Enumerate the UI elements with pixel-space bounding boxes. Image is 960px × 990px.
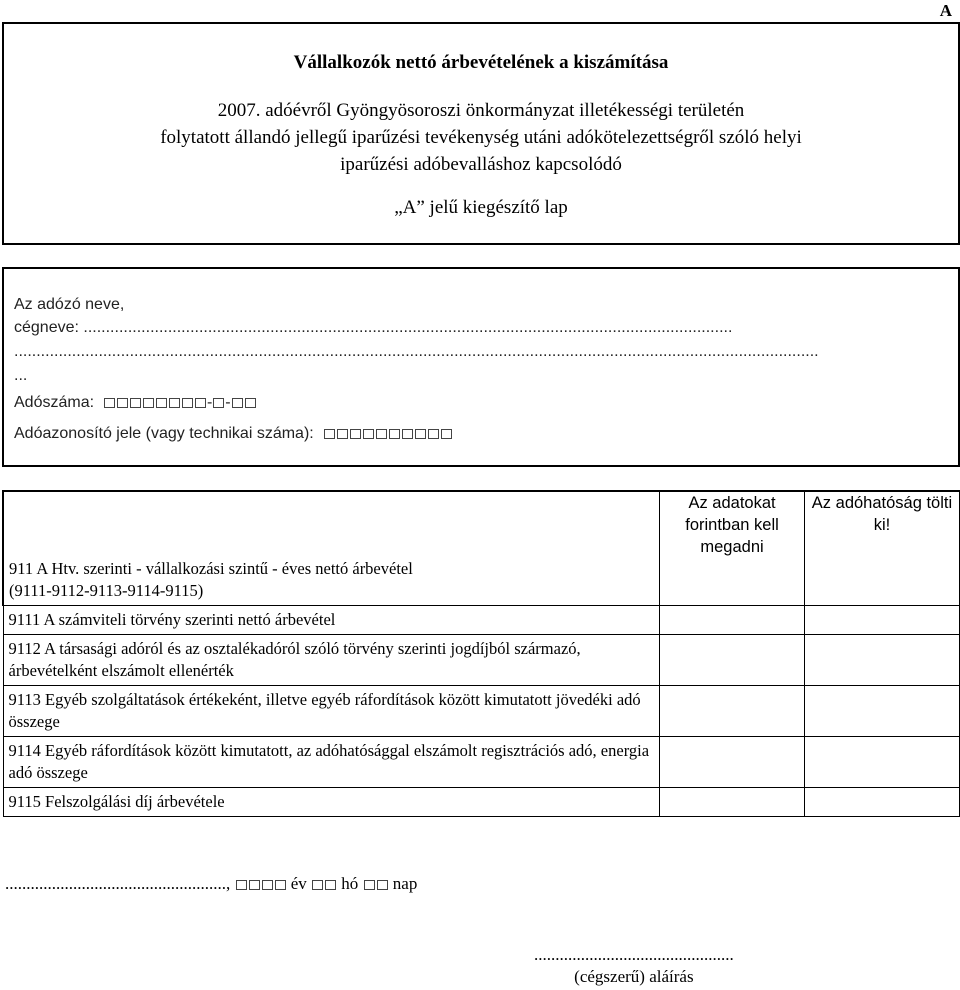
form-title: Vállalkozók nettó árbevételének a kiszámítása (293, 52, 669, 73)
description-line-3: iparűzési adóbevalláshoz kapcsolódó (340, 154, 622, 175)
header-box (2, 22, 960, 245)
day-label: nap (392, 874, 418, 893)
column-header-amount: Az adatokat forintban kell megadni (660, 491, 805, 606)
section-heading-line-2: (9111-9112-9113-9114-9115) (9, 581, 204, 600)
year-label: év (290, 874, 307, 893)
description-line-1: 2007. adóévről Gyöngyösoroszi önkormányzat illetékességi területén (217, 100, 745, 121)
signature-field[interactable]: ............................................... (534, 945, 734, 964)
company-name-field[interactable]: cégneve: .................................................................................................................................................. (14, 319, 733, 336)
table-row (3, 788, 960, 817)
amount-cell-9112[interactable] (660, 635, 805, 686)
form-subtitle: „A” jelű kiegészítő lap (394, 197, 568, 218)
signature-label: (cégszerű) aláírás (574, 967, 694, 986)
description-line-2: folytatott állandó jellegű iparűzési tevékenység utáni adókötelezettségről szóló helyi (160, 127, 802, 148)
row-label-9114: 9114 Egyéb ráfordítások között kimutatott, az adóhatósággal elszámolt regisztrációs adó, energia adó összege (3, 737, 660, 788)
form-description (4, 97, 958, 178)
tax-number-row (14, 394, 952, 412)
company-name-continuation[interactable]: ..................................................................................................................................................................................... (14, 343, 819, 360)
table-row (3, 606, 960, 635)
amount-cell-9111[interactable] (660, 606, 805, 635)
tax-id-label: Adóazonosító jele (vagy technikai száma): (14, 425, 314, 442)
table-header-row (3, 491, 960, 606)
section-heading (9, 495, 653, 602)
tax-id-boxes[interactable] (318, 425, 452, 442)
amount-cell-9115[interactable] (660, 788, 805, 817)
tax-number-label: Adószáma: (14, 394, 95, 411)
column-header-authority: Az adóhatóság tölti ki! (804, 491, 959, 606)
section-heading-line-1: 911 A Htv. szerinti - vállalkozási szintű - éves nettó árbevétel (9, 559, 413, 578)
authority-cell-9111 (804, 606, 959, 635)
table-row (3, 737, 960, 788)
row-label-9111: 9111 A számviteli törvény szerinti nettó árbevétel (3, 606, 660, 635)
day-boxes[interactable] (363, 874, 389, 893)
amount-cell-9114[interactable] (660, 737, 805, 788)
tax-id-row (14, 425, 952, 443)
table-row (3, 686, 960, 737)
date-line (5, 874, 417, 894)
taxpayer-name-label: Az adózó neve, (14, 296, 125, 313)
year-boxes[interactable] (235, 874, 287, 893)
authority-cell-9112 (804, 635, 959, 686)
table-row (3, 635, 960, 686)
row-label-9115: 9115 Felszolgálási díj árbevétele (3, 788, 660, 817)
tax-number-boxes[interactable]: - - (99, 394, 257, 411)
form-letter: A (939, 1, 952, 20)
amount-cell-9113[interactable] (660, 686, 805, 737)
signature-block (534, 944, 734, 988)
taxpayer-box (2, 267, 960, 467)
company-name-end: ... (14, 367, 28, 384)
authority-cell-9113 (804, 686, 959, 737)
authority-cell-9114 (804, 737, 959, 788)
row-label-9112: 9112 A társasági adóról és az osztalékadóról szóló törvény szerinti jogdíjból származó, árbevételként elszámolt ellenérték (3, 635, 660, 686)
authority-cell-9115 (804, 788, 959, 817)
row-label-9113: 9113 Egyéb szolgáltatások értékeként, illetve egyéb ráfordítások között kimutatott jövedéki adó összege (3, 686, 660, 737)
revenue-table (2, 490, 960, 817)
section-heading-cell (3, 491, 660, 606)
place-field[interactable]: ...................................................., (5, 874, 231, 893)
month-boxes[interactable] (311, 874, 337, 893)
month-label: hó (341, 874, 359, 893)
